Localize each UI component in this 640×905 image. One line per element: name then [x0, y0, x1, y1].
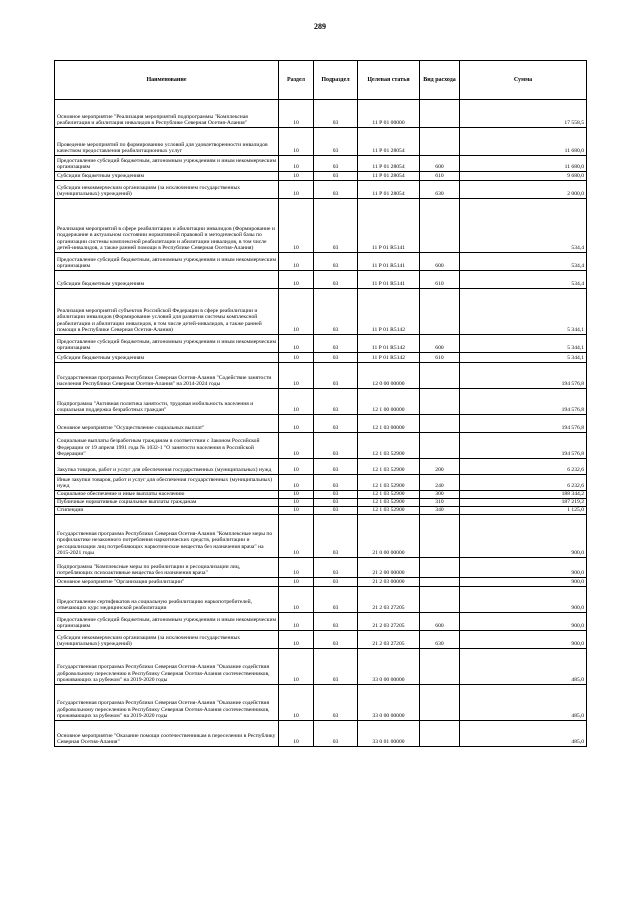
table-row — [55, 181, 587, 199]
row-name: Основное мероприятие "Организация реабилитации" — [55, 578, 279, 587]
row-statya: 33 0 01 00000 — [358, 721, 420, 747]
row-summa: 5 344,1 — [460, 335, 587, 353]
row-vid: 610 — [420, 353, 460, 363]
row-vid: 600 — [420, 156, 460, 172]
row-name: Предоставление субсидий бюджетным, автономным учреждениям и иным некоммерческим организациям — [55, 335, 279, 353]
row-statya: 11 Р 01 R5141 — [358, 271, 420, 289]
row-podrazdel: 03 — [314, 199, 358, 253]
row-podrazdel: 03 — [314, 181, 358, 199]
table-row — [55, 415, 587, 433]
row-podrazdel: 03 — [314, 685, 358, 721]
row-summa: 900,0 — [460, 613, 587, 631]
row-name: Подпрограмма "Активная политика занятости, трудовая мобильность населения и социальная поддержка безработных граждан" — [55, 389, 279, 415]
row-razdel: 10 — [279, 613, 314, 631]
row-vid — [420, 363, 460, 389]
row-name: Государственная программа Республики Северная Осетия-Алания "Оказание содействия добровольному переселению в Республику Северная Осетия-Алания соотечественников, проживающих за рубежом" на 2019-2020 годы — [55, 685, 279, 721]
row-statya: 11 Р 01 28054 — [358, 156, 420, 172]
row-podrazdel: 03 — [314, 507, 358, 515]
table-row — [55, 363, 587, 389]
row-razdel: 10 — [279, 335, 314, 353]
row-razdel: 10 — [279, 253, 314, 271]
row-name: Стипендии — [55, 507, 279, 515]
row-razdel: 10 — [279, 363, 314, 389]
header-vid: Вид расхода — [420, 61, 460, 100]
table-row — [55, 631, 587, 649]
row-vid — [420, 415, 460, 433]
row-name: Публичные нормативные социальные выплаты гражданам — [55, 499, 279, 507]
table-row — [55, 335, 587, 353]
row-summa: 534,4 — [460, 271, 587, 289]
row-name: Социальные выплаты безработным гражданам в соответствии с Законом Российской Федерации от 19 апреля 1991 года № 1032-1 "О занятости населения в Российской Федерации" — [55, 433, 279, 459]
row-statya: 11 Р 01 28054 — [358, 128, 420, 156]
row-vid — [420, 721, 460, 747]
row-name: Субсидии некоммерческим организациям (за исключением государственных (муниципальных) учреждений) — [55, 181, 279, 199]
row-name: Реализация мероприятий субъектов Российской Федерации в сфере реабилитации и абилитации инвалидов (Формирование условий для развития системы комплексной реабилитации и абилитации инвалидов, в том числе детей-инвалидов, а также ранней помощи в Республике Северная Осетия-Алания) — [55, 289, 279, 335]
row-razdel: 10 — [279, 128, 314, 156]
table-row — [55, 100, 587, 128]
row-vid — [420, 515, 460, 558]
row-razdel: 10 — [279, 587, 314, 613]
row-podrazdel: 03 — [314, 587, 358, 613]
row-name: Основное мероприятие "Осуществление социальных выплат" — [55, 415, 279, 433]
table-row — [55, 685, 587, 721]
row-statya: 33 0 00 00000 — [358, 649, 420, 685]
row-name: Государственная программа Республики Северная Осетия-Алания "Оказание содействия добровольному переселению в Республику Северная Осетия-Алания соотечественников, проживающих за рубежом" на 2019-2020 годы — [55, 649, 279, 685]
row-name: Предоставление субсидий бюджетным, автономным учреждениям и иным некоммерческим организациям — [55, 156, 279, 172]
row-podrazdel: 03 — [314, 721, 358, 747]
row-statya: 21 2 03 27205 — [358, 587, 420, 613]
row-vid: 600 — [420, 253, 460, 271]
row-name: Основное мероприятие "Оказание помощи соотечественникам в переселении в Республику Северная Осетия-Алания" — [55, 721, 279, 747]
row-summa: 11 680,0 — [460, 128, 587, 156]
row-summa: 17 558,5 — [460, 100, 587, 128]
row-summa: 485,0 — [460, 685, 587, 721]
row-statya: 11 Р 01 R5142 — [358, 289, 420, 335]
table-row — [55, 578, 587, 587]
row-vid — [420, 587, 460, 613]
budget-table — [54, 60, 587, 747]
row-razdel: 10 — [279, 181, 314, 199]
row-razdel: 10 — [279, 289, 314, 335]
row-vid — [420, 289, 460, 335]
table-row — [55, 613, 587, 631]
row-summa: 194 576,8 — [460, 363, 587, 389]
row-podrazdel: 03 — [314, 558, 358, 578]
row-name: Государственная программа Республики Северная Осетия-Алания "Комплексные меры по профилактике незаконного потребления наркотических средств, реабилитации и ресоциализации лиц потребляющих наркотические вещества без назначения врача" на 2015-2021 годы — [55, 515, 279, 558]
row-vid — [420, 128, 460, 156]
row-razdel: 10 — [279, 389, 314, 415]
row-statya: 12 1 03 52900 — [358, 491, 420, 499]
row-name: Субсидии бюджетным учреждениям — [55, 172, 279, 181]
row-vid: 200 — [420, 459, 460, 475]
row-vid: 630 — [420, 631, 460, 649]
row-podrazdel: 03 — [314, 433, 358, 459]
row-razdel: 10 — [279, 499, 314, 507]
row-podrazdel: 03 — [314, 578, 358, 587]
row-podrazdel: 03 — [314, 172, 358, 181]
row-vid — [420, 685, 460, 721]
row-razdel: 10 — [279, 156, 314, 172]
row-name: Субсидии бюджетным учреждениям — [55, 271, 279, 289]
row-podrazdel: 03 — [314, 389, 358, 415]
row-summa: 900,0 — [460, 631, 587, 649]
row-podrazdel: 03 — [314, 271, 358, 289]
row-summa: 9 680,0 — [460, 172, 587, 181]
row-summa: 194 576,8 — [460, 389, 587, 415]
table-row — [55, 253, 587, 271]
row-podrazdel: 03 — [314, 613, 358, 631]
table-row — [55, 128, 587, 156]
row-podrazdel: 03 — [314, 363, 358, 389]
table-row — [55, 649, 587, 685]
row-razdel: 10 — [279, 199, 314, 253]
row-vid — [420, 558, 460, 578]
row-statya: 11 Р 01 R5141 — [358, 253, 420, 271]
row-statya: 12 1 03 00000 — [358, 415, 420, 433]
table-row — [55, 389, 587, 415]
row-summa: 6 232,6 — [460, 459, 587, 475]
table-row — [55, 353, 587, 363]
row-razdel: 10 — [279, 100, 314, 128]
row-razdel: 10 — [279, 271, 314, 289]
row-vid: 340 — [420, 507, 460, 515]
row-statya: 33 0 00 00000 — [358, 685, 420, 721]
row-podrazdel: 03 — [314, 631, 358, 649]
row-vid — [420, 100, 460, 128]
row-summa: 900,0 — [460, 558, 587, 578]
row-name: Реализация мероприятий в сфере реабилитации и абилитации инвалидов (Формирование и поддержание в актуальном состоянии нормативной правовой и методической базы по организации системы комплексной реабилитации и абилитации инвалидов, в том числе детей-инвалидов, а также ранней помощи в Республике Северная Осетия-Алания) — [55, 199, 279, 253]
row-razdel: 10 — [279, 558, 314, 578]
row-vid — [420, 199, 460, 253]
row-statya: 12 1 03 52900 — [358, 475, 420, 491]
row-razdel: 10 — [279, 491, 314, 499]
row-razdel: 10 — [279, 353, 314, 363]
header-summa: Сумма — [460, 61, 587, 100]
row-podrazdel: 03 — [314, 649, 358, 685]
row-vid — [420, 389, 460, 415]
table-row — [55, 172, 587, 181]
row-razdel: 10 — [279, 685, 314, 721]
row-podrazdel: 03 — [314, 353, 358, 363]
row-name: Социальное обеспечение и иные выплаты населению — [55, 491, 279, 499]
row-statya: 21 2 03 27205 — [358, 631, 420, 649]
row-vid: 300 — [420, 491, 460, 499]
row-podrazdel: 03 — [314, 289, 358, 335]
row-summa: 2 000,0 — [460, 181, 587, 199]
row-statya: 21 2 03 00000 — [358, 578, 420, 587]
row-summa: 900,0 — [460, 515, 587, 558]
table-row — [55, 475, 587, 491]
table-header-row — [55, 61, 587, 100]
row-statya: 21 2 03 27205 — [358, 613, 420, 631]
row-razdel: 10 — [279, 631, 314, 649]
row-name: Субсидии бюджетным учреждениям — [55, 353, 279, 363]
row-podrazdel: 03 — [314, 499, 358, 507]
row-summa: 1 125,0 — [460, 507, 587, 515]
row-summa: 485,0 — [460, 721, 587, 747]
row-summa: 187 219,2 — [460, 499, 587, 507]
row-vid: 600 — [420, 613, 460, 631]
row-podrazdel: 03 — [314, 128, 358, 156]
row-vid: 610 — [420, 271, 460, 289]
row-podrazdel: 03 — [314, 415, 358, 433]
row-razdel: 10 — [279, 649, 314, 685]
row-statya: 11 Р 01 R5141 — [358, 199, 420, 253]
table-row — [55, 587, 587, 613]
row-razdel: 10 — [279, 721, 314, 747]
row-name: Закупка товаров, работ и услуг для обеспечения государственных (муниципальных) нужд — [55, 459, 279, 475]
header-podrazdel: Подраздел — [314, 61, 358, 100]
row-statya: 12 1 03 52900 — [358, 507, 420, 515]
table-row — [55, 156, 587, 172]
row-vid: 630 — [420, 181, 460, 199]
row-vid: 240 — [420, 475, 460, 491]
row-summa: 900,0 — [460, 578, 587, 587]
row-summa: 900,0 — [460, 587, 587, 613]
table-row — [55, 271, 587, 289]
table-row — [55, 515, 587, 558]
header-name: Наименование — [55, 61, 279, 100]
row-summa: 5 344,1 — [460, 353, 587, 363]
row-statya: 21 0 00 00000 — [358, 515, 420, 558]
row-vid: 600 — [420, 335, 460, 353]
row-razdel: 10 — [279, 578, 314, 587]
row-statya: 12 1 03 52900 — [358, 433, 420, 459]
row-razdel: 10 — [279, 459, 314, 475]
page-number: 289 — [314, 22, 326, 31]
row-podrazdel: 03 — [314, 515, 358, 558]
row-razdel: 10 — [279, 172, 314, 181]
row-podrazdel: 03 — [314, 253, 358, 271]
row-statya: 11 Р 01 00000 — [358, 100, 420, 128]
row-vid: 610 — [420, 172, 460, 181]
row-vid: 310 — [420, 499, 460, 507]
row-summa: 485,0 — [460, 649, 587, 685]
row-name: Проведение мероприятий по формированию условий для удовлетворенности инвалидов качеством предоставления реабилитационных услуг — [55, 128, 279, 156]
row-name: Предоставление субсидий бюджетным, автономным учреждениям и иным некоммерческим организациям — [55, 253, 279, 271]
row-name: Предоставление сертификатов на социальную реабилитацию наркопотребителей, отвечающих курс медицинской реабилитации — [55, 587, 279, 613]
row-summa: 194 576,8 — [460, 415, 587, 433]
row-razdel: 10 — [279, 415, 314, 433]
row-podrazdel: 03 — [314, 100, 358, 128]
header-statya: Целевая статья — [358, 61, 420, 100]
table-row — [55, 721, 587, 747]
row-podrazdel: 03 — [314, 459, 358, 475]
row-summa: 5 344,1 — [460, 289, 587, 335]
table-row — [55, 507, 587, 515]
row-statya: 12 1 00 00000 — [358, 389, 420, 415]
row-razdel: 10 — [279, 475, 314, 491]
row-statya: 11 Р 01 28054 — [358, 172, 420, 181]
row-razdel: 10 — [279, 507, 314, 515]
table-row — [55, 433, 587, 459]
table-row — [55, 558, 587, 578]
table-row — [55, 499, 587, 507]
row-statya: 12 1 03 52900 — [358, 459, 420, 475]
table-row — [55, 491, 587, 499]
row-name: Государственная программа Республики Северная Осетия-Алания "Содействие занятости населения Республики Северная Осетия-Алания" на 2014-2024 годы — [55, 363, 279, 389]
row-razdel: 10 — [279, 515, 314, 558]
row-summa: 194 576,8 — [460, 433, 587, 459]
row-statya: 12 0 00 00000 — [358, 363, 420, 389]
row-podrazdel: 03 — [314, 156, 358, 172]
row-statya: 11 Р 01 R5142 — [358, 335, 420, 353]
row-statya: 11 Р 01 28054 — [358, 181, 420, 199]
row-summa: 6 232,6 — [460, 475, 587, 491]
row-vid — [420, 578, 460, 587]
row-name: Основное мероприятие "Реализация мероприятий подпрограммы "Комплексная реабилитация и абилитация инвалидов в Республике Северная Осетия-Алания" — [55, 100, 279, 128]
row-summa: 534,4 — [460, 253, 587, 271]
row-name: Подпрограмма "Комплексные меры по реабилитации и ресоциализации лиц, потребляющих психоактивные вещества без назначения врача" — [55, 558, 279, 578]
row-statya: 11 Р 01 R5142 — [358, 353, 420, 363]
row-name: Субсидии некоммерческим организациям (за исключением государственных (муниципальных) учреждений) — [55, 631, 279, 649]
row-summa: 11 680,0 — [460, 156, 587, 172]
row-statya: 21 2 00 00000 — [358, 558, 420, 578]
row-podrazdel: 03 — [314, 475, 358, 491]
row-podrazdel: 03 — [314, 335, 358, 353]
row-summa: 188 344,2 — [460, 491, 587, 499]
row-name: Предоставление субсидий бюджетным, автономным учреждениям и иным некоммерческим организациям — [55, 613, 279, 631]
row-name: Иные закупки товаров, работ и услуг для обеспечения государственных (муниципальных) нужд — [55, 475, 279, 491]
table-row — [55, 289, 587, 335]
row-razdel: 10 — [279, 433, 314, 459]
table-row — [55, 199, 587, 253]
row-vid — [420, 649, 460, 685]
row-vid — [420, 433, 460, 459]
row-statya: 12 1 03 52900 — [358, 499, 420, 507]
table-row — [55, 459, 587, 475]
row-summa: 534,4 — [460, 199, 587, 253]
row-podrazdel: 03 — [314, 491, 358, 499]
header-razdel: Раздел — [279, 61, 314, 100]
